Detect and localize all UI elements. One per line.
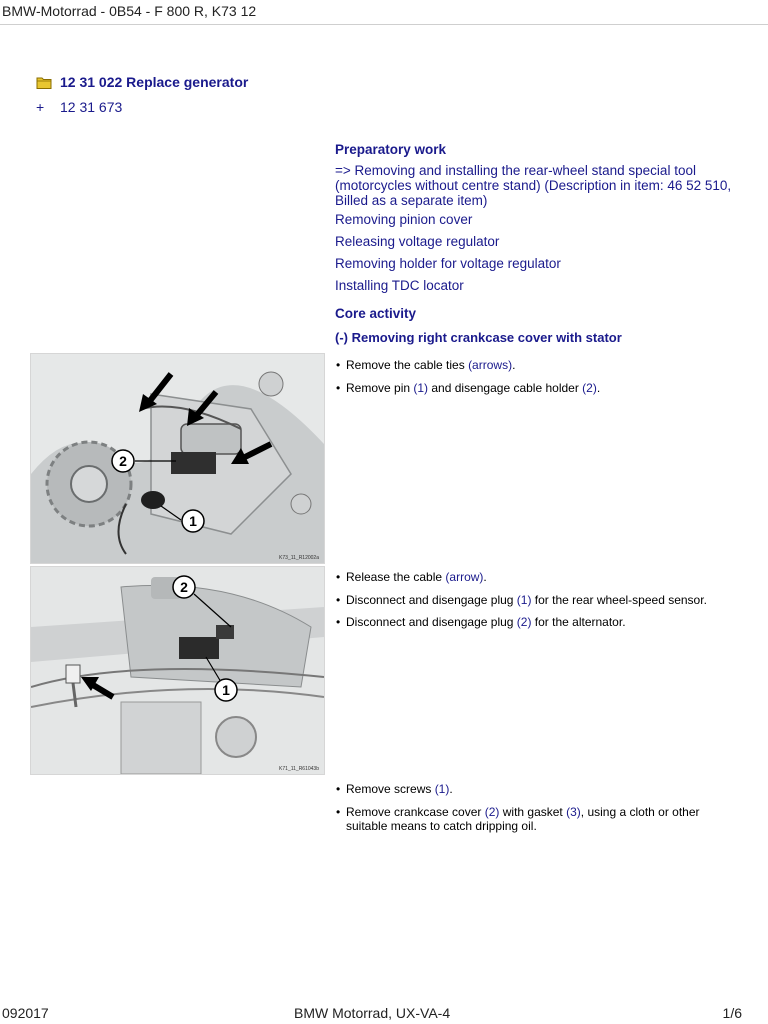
callout-1: 1 (222, 682, 230, 698)
step3-bullet-1: • Remove screws (1). (336, 782, 453, 796)
page-header (0, 0, 768, 25)
ref-2[interactable]: (2) (516, 615, 532, 629)
figure-code: K73_11_R12002a (279, 555, 319, 561)
step3-bullet-2: • Remove crankcase cover (2) with gasket (3), using a cloth or other suitable means to catch dripping oil. (336, 805, 700, 833)
figure-2 (30, 566, 325, 775)
footer-center: BMW Motorrad, UX-VA-4 (294, 1005, 451, 1021)
prep-link-2[interactable]: Removing pinion cover (335, 212, 473, 227)
step2-bullet-2: • Disconnect and disengage plug (1) for the rear wheel-speed sensor. (336, 593, 707, 607)
folder-icon (36, 76, 52, 92)
sub-item-number: 12 31 673 (60, 99, 123, 115)
callout-2: 2 (119, 453, 127, 469)
figure-1 (30, 353, 325, 564)
step1-bullet-2: • Remove pin (1) and disengage cable holder (2). (336, 381, 601, 395)
ref-3[interactable]: (3) (566, 805, 581, 819)
footer-page: 1/6 (722, 1005, 742, 1021)
section-title[interactable] (36, 74, 248, 92)
prep-link-5[interactable]: Installing TDC locator (335, 278, 464, 293)
expand-plus[interactable]: + (36, 99, 45, 115)
ref-2[interactable]: (2) (484, 805, 500, 819)
callout-2: 2 (180, 579, 188, 595)
prep-link-4[interactable]: Removing holder for voltage regulator (335, 256, 561, 271)
callout-1: 1 (189, 513, 197, 529)
step2-bullet-1: • Release the cable (arrow). (336, 570, 487, 584)
core-heading: Core activity (335, 306, 417, 321)
prep-link-3[interactable]: Releasing voltage regulator (335, 234, 500, 249)
ref-arrows[interactable]: (arrows) (468, 358, 513, 372)
ref-2[interactable]: (2) (582, 381, 597, 395)
ref-1[interactable]: (1) (516, 593, 532, 607)
page-header-title: BMW-Motorrad - 0B54 - F 800 R, K73 12 (2, 3, 257, 19)
sub-item[interactable] (36, 99, 122, 115)
ref-1[interactable]: (1) (413, 381, 429, 395)
prep-heading: Preparatory work (335, 142, 447, 157)
figure-code: K71_11_R61043b (279, 766, 319, 772)
ref-arrow[interactable]: (arrow) (445, 570, 484, 584)
step1-bullet-1: • Remove the cable ties (arrows). (336, 358, 516, 372)
ref-1[interactable]: (1) (434, 782, 450, 796)
core-subheading: (-) Removing right crankcase cover with stator (335, 330, 622, 345)
section-title-text: 12 31 022 Replace generator (60, 74, 249, 90)
prep-link-1[interactable]: => Removing and installing the rear-wheel stand special tool (motorcycles without centre stand) (Description in item: 46 52 510, Billed as a separate item) (335, 163, 732, 208)
footer-date: 092017 (2, 1005, 49, 1021)
step2-bullet-3: • Disconnect and disengage plug (2) for the alternator. (336, 615, 626, 629)
